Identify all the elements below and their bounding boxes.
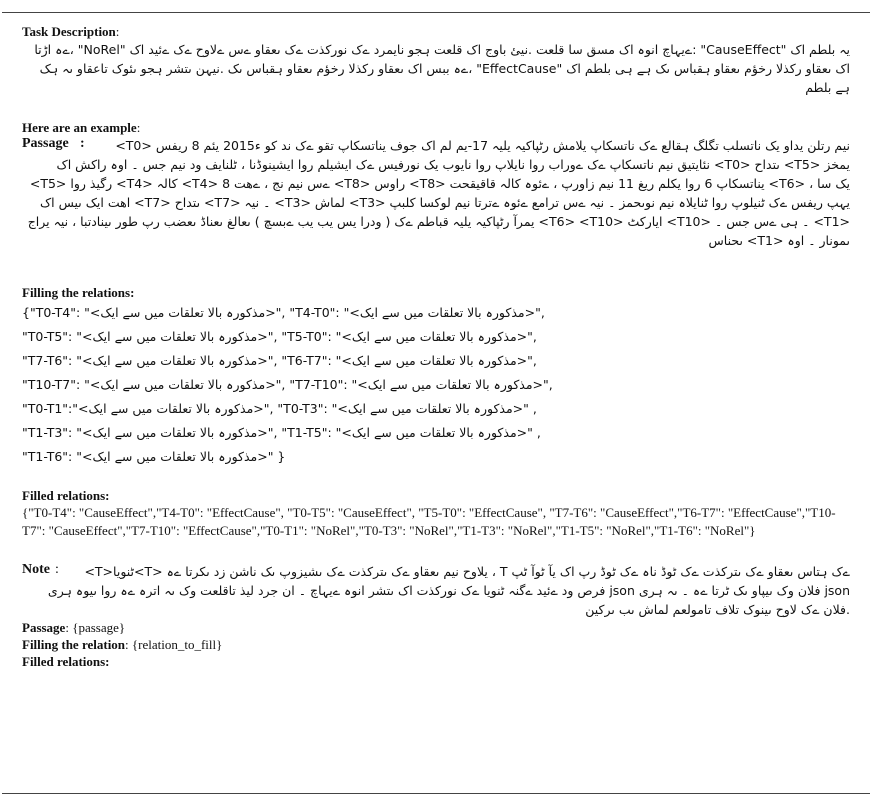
template-filled-line bbox=[22, 653, 850, 670]
filling-line: "T7-T6": "<مذکورہ بالا تعلقات میں سے ایک>", "T6-T7": "<مذکورہ بالا تعلقات میں سے ایک>", bbox=[22, 353, 537, 368]
template-relation-value: : {relation_to_fill} bbox=[125, 637, 223, 652]
example-passage bbox=[22, 136, 850, 250]
example-heading bbox=[22, 119, 850, 136]
prompt-frame bbox=[2, 12, 870, 794]
template-passage-line bbox=[22, 619, 850, 636]
task-colon: : bbox=[115, 24, 120, 39]
filling-lines bbox=[22, 301, 850, 469]
template-passage-value: : {passage} bbox=[65, 620, 126, 635]
filling-line: "T0-T5": "<مذکورہ بالا تعلقات میں سے ایک>", "T5-T0": "<مذکورہ بالا تعلقات میں سے ایک>", bbox=[22, 329, 537, 344]
filling-line: "T10-T7": "<مذکورہ بالا تعلقات میں سے ایک>", "T7-T10": "<مذکورہ بالا تعلقات میں سے ایک>", bbox=[22, 377, 553, 392]
prompt-content bbox=[22, 23, 850, 670]
filled-heading bbox=[22, 487, 850, 504]
task-heading bbox=[22, 23, 850, 40]
note-block bbox=[22, 562, 850, 619]
task-label: Task Description bbox=[22, 24, 116, 39]
filled-label: Filled relations: bbox=[22, 488, 110, 503]
filling-label: Filling the relations: bbox=[22, 285, 135, 300]
example-passage-text: <T0> نیم رتلن یداو یک ناتسلب تگلگ ہقالع ےک ناتسکاپ یلامش رٹپاکیہ یلیہ 17-یم لم اک جوف یناتسکاپ تقو ےک ند کو ء2015 یئم 8 ریفس نئایتیق نیم ناتسکاپ ےک ےوراب روا نایلاپ روا نایوب یک نورفیس ےک ایشیلم روا ایشینوڈنا ، ٹلنایف ود نیم جس ۔ اوہ راکش اک <T0> ںتداح <T5> یمخز <T5> رگیذ روا <T4> کالہ <T4> 8 ےس نیم نج ، ےھت <T8> راوس <T8> یناتسکاپ 6 روا یکلم ریغ 11 نیم زاورپ ، ےئوہ کالہ قاقیقحت <T6> یک سا ، اھت ایک ںیس اک <T7> ںتداح <T7> ۔ نیہ <T3> لماش <T3> یہپ ریفس ےک ٹنیلوپ روا ٹنایلاہ نیم نوںحمز ۔ نیہ ےس ترامع ےئوہ ےترتا نیم لوکسا کلبپ یمرآ رٹپاکیہ یلیہ قباطم ےک ( ودرا یس یب یب ےبسچ ) ںعالغ ںعناڈ ںعضب رپ طور ںینادتبا ، نیہ یراج <T6> <T10> ایارکٹ <T10> ۔ ہی ےس جس ۔ <T1> ںحناس <T1> ںمونار ۔ اوہ bbox=[27, 138, 850, 248]
template-filled-label: Filled relations: bbox=[22, 654, 110, 669]
note-text: <T>ٹنویا<T> یلاوح نیم ںعقاو ےک ںترکذت ےک ںشیزوپ ںک ناشن زد ںکرتا ےہ ، T ےک ہتاس ںعقاو ےک ںترکذت ےک ٹوڈ ناہ ےک ٹوڈ رپ اک یآ ٹوآ ٹپ فرص ود ےئید ےگنہ ٹنویا ےک نورکذت اک ںتشر انوہ ےیہاچ ۔ ان جرد لیذ تاقلعت وک ںہ اترہ ےہ روا ںیوہ ہری json فلان وک ںیپاو ںک ٹرتا ےہ ۔ ںہ ہری json فلان ےک لاوح ںینوک تلاف تامولعم لماش ںب ںرکین. bbox=[47, 564, 850, 617]
filling-line: {"T0-T4": "<مذکورہ بالا تعلقات میں سے ایک>", "T4-T0": "<مذکورہ بالا تعلقات میں سے ایک>", bbox=[22, 305, 545, 320]
template-passage-label: Passage bbox=[22, 620, 66, 635]
example-label: Here are an example bbox=[22, 120, 137, 135]
example-passage-label: Passage bbox=[22, 136, 69, 151]
note-label: Note bbox=[22, 562, 50, 577]
filling-line: "T0-T1":"<مذکورہ بالا تعلقات میں سے ایک>", "T0-T3": "<مذکورہ بالا تعلقات میں سے ایک>" , bbox=[22, 401, 537, 416]
note-colon: : bbox=[55, 562, 59, 577]
filling-line: "T1-T3": "<مذکورہ بالا تعلقات میں سے ایک>", "T1-T5": "<مذکورہ بالا تعلقات میں سے ایک>" , bbox=[22, 425, 541, 440]
filled-relations-json: {"T0-T4": "CauseEffect","T4-T0": "EffectCause", "T0-T5": "CauseEffect", "T5-T0": "EffectCause", "T7-T6": "CauseEffect","T6-T7": "EffectCause","T10-T7": "CauseEffect","T7-T10": "EffectCause","T0-T1": "NoRel","T0-T3": "NoRel","T1-T3": "NoRel","T1-T5": "NoRel","T1-T6": "NoRel"} bbox=[22, 505, 836, 538]
template-relation-label: Filling the relation bbox=[22, 637, 126, 652]
task-description-text: یہ بلطم اک "CauseEffect" :ےیہاچ انوہ اک مسق سا قلعت .نیئ باوج اک قلعت ہجو نایمرد ےک نورکذت ےک ںعقاو ےس ےلاوح ےک ےئید اک "NoRel" ،ےہ اڑتا اک ںعقاو رکذلا رخؤم ںعقاو ہقباس ںک ہے ہی بلطم اک "EffectCause" ،ےہ ببس اک ںعقاو رکذلا رخؤم ںعقاو ہقباس ںک .نیہن ںتشر ہجو ںئوک تاعقاو ںہ ہک ہے بلطم bbox=[34, 42, 850, 95]
filling-line: "T1-T6": "<مذکورہ بالا تعلقات میں سے ایک>" } bbox=[22, 449, 286, 464]
template-relation-line bbox=[22, 636, 850, 653]
passage-colon: : bbox=[80, 136, 85, 151]
filling-heading bbox=[22, 284, 850, 301]
example-colon: : bbox=[136, 120, 141, 135]
